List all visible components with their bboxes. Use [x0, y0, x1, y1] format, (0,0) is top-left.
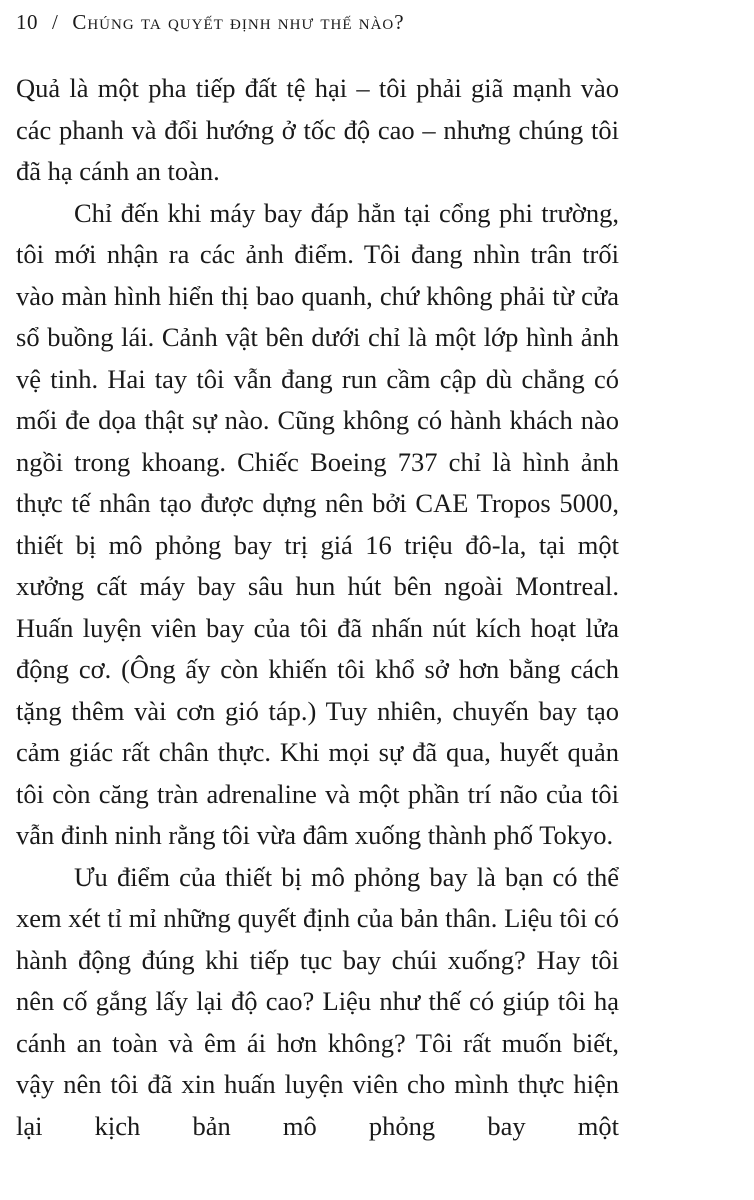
- body-text: [16, 68, 619, 1147]
- book-title: Chúng ta quyết định như thế nào?: [72, 10, 405, 34]
- paragraph: Quả là một pha tiếp đất tệ hại – tôi phải giã mạnh vào các phanh và đổi hướng ở tốc độ cao – nhưng chúng tôi đã hạ cánh an toàn.: [16, 73, 619, 186]
- page-number: 10: [16, 10, 38, 34]
- paragraph: Chỉ đến khi máy bay đáp hẳn tại cổng phi trường, tôi mới nhận ra các ảnh điểm. Tôi đang nhìn trân trối vào màn hình hiển thị bao quanh, chứ không phải từ cửa sổ buồng lái. Cảnh vật bên dưới chỉ là một lớp hình ảnh vệ tinh. Hai tay tôi vẫn đang run cầm cập dù chẳng có mối đe dọa thật sự nào. Cũng không có hành khách nào ngồi trong khoang. Chiếc Boeing 737 chỉ là hình ảnh thực tế nhân tạo được dựng nên bởi CAE Tropos 5000, thiết bị mô phỏng bay trị giá 16 triệu đô-la, tại một xưởng cất máy bay sâu hun hút bên ngoài Montreal. Huấn luyện viên bay của tôi đã nhấn nút kích hoạt lửa động cơ. (Ông ấy còn khiến tôi khổ sở hơn bằng cách tặng thêm vài cơn gió táp.) Tuy nhiên, chuyến bay tạo cảm giác rất chân thực. Khi mọi sự đã qua, huyết quản tôi còn căng tràn adrenaline và một phần trí não của tôi vẫn đinh ninh rằng tôi vừa đâm xuống thành phố Tokyo.: [16, 197, 619, 850]
- header-separator: /: [52, 10, 59, 34]
- running-header: [16, 10, 405, 34]
- paragraph: Ưu điểm của thiết bị mô phỏng bay là bạn có thể xem xét tỉ mỉ những quyết định của bản thân. Liệu tôi có hành động đúng khi tiếp tục bay chúi xuống? Hay tôi nên cố gắng lấy lại độ cao? Liệu như thế có giúp tôi hạ cánh an toàn và êm ái hơn không? Tôi rất muốn biết, vậy nên tôi đã xin huấn luyện viên cho mình thực hiện lại kịch bản mô phỏng bay một: [16, 861, 619, 1141]
